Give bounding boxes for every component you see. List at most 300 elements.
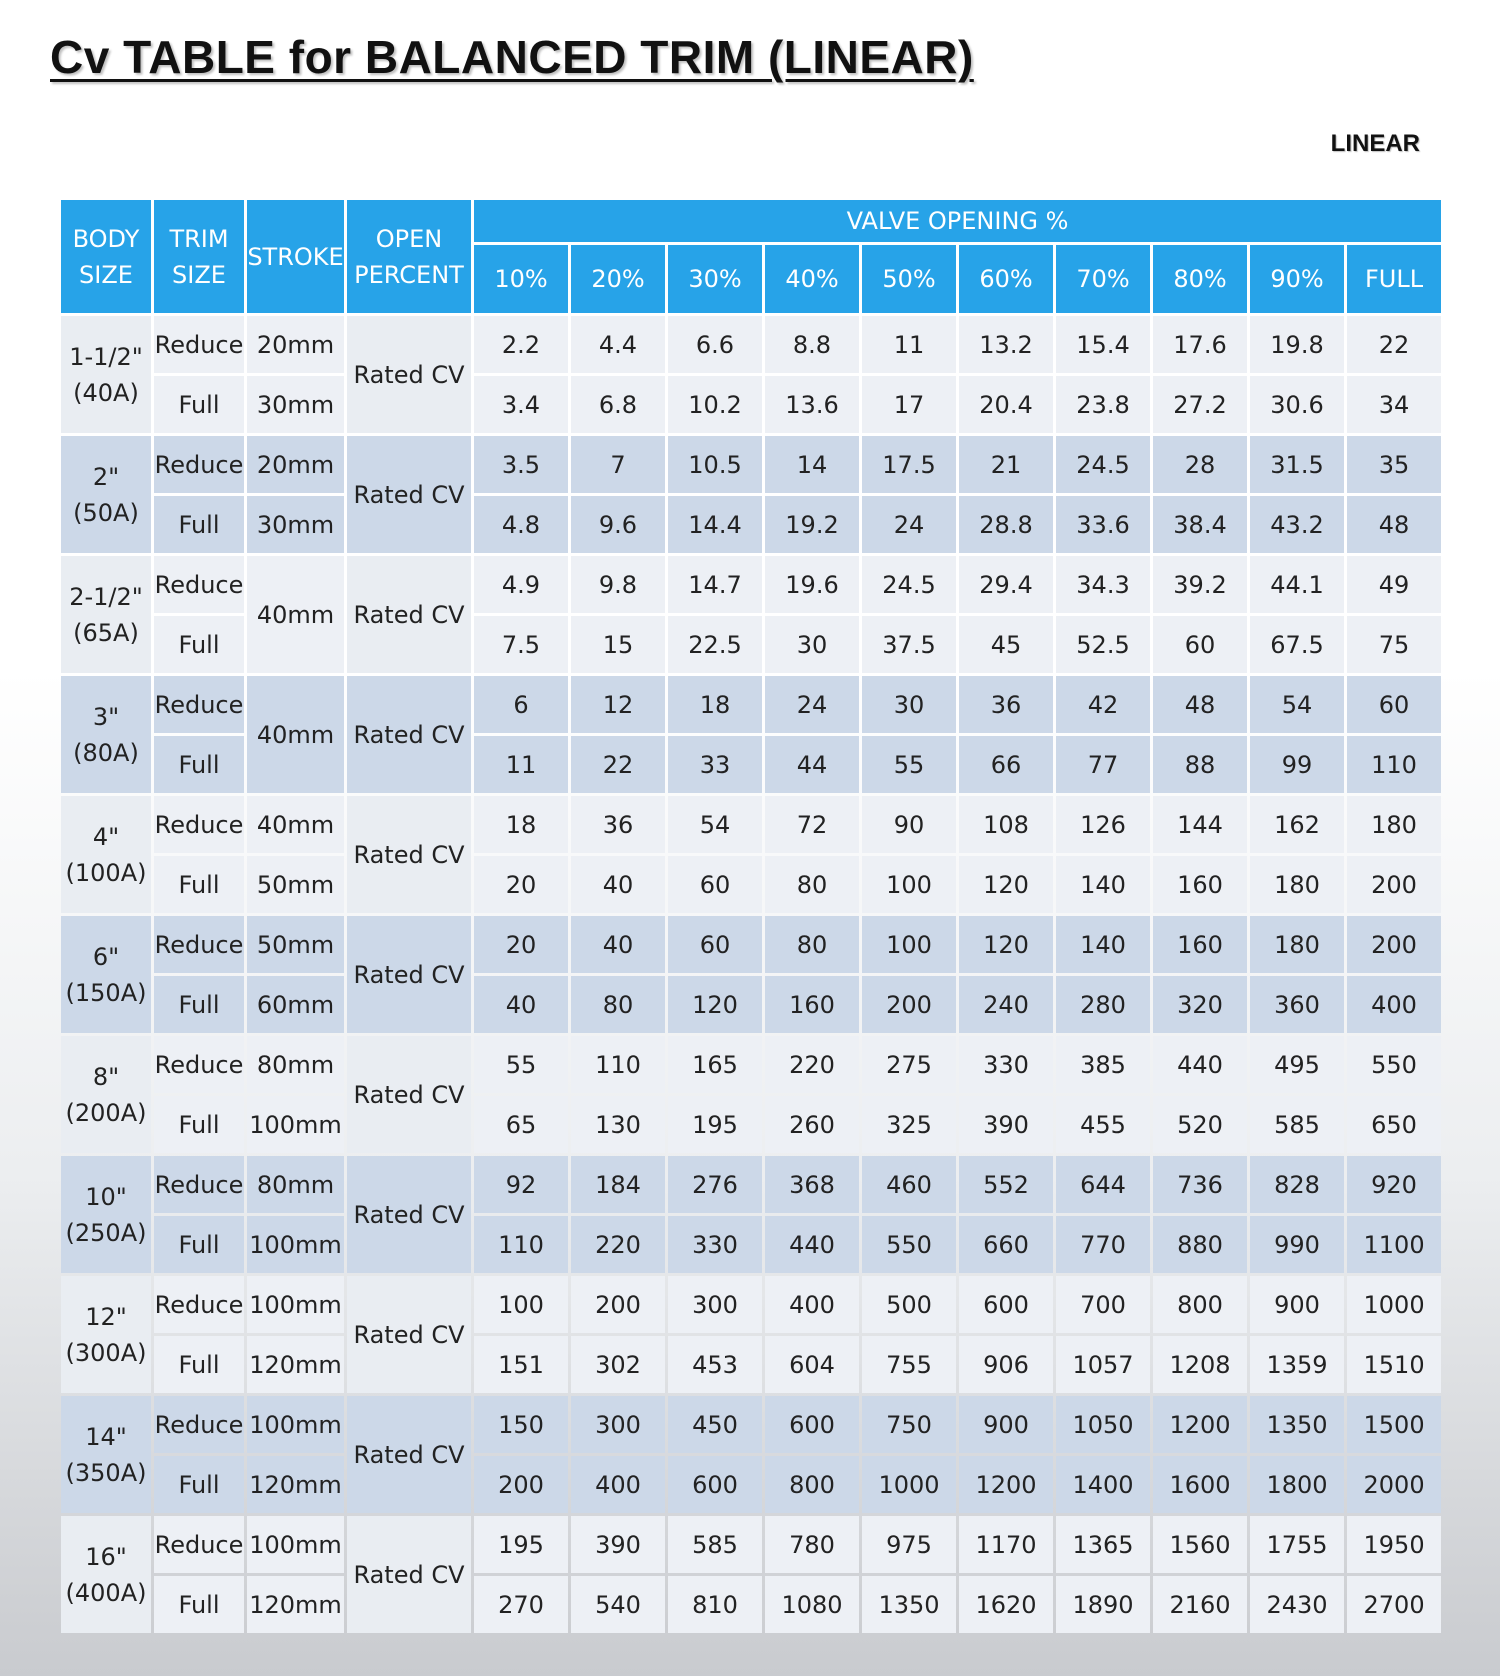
table-row (61, 976, 1441, 1033)
cv-value-cell: 2700 (1347, 1576, 1441, 1633)
cv-value-cell: 9.8 (571, 556, 665, 613)
cv-value-cell: 14 (765, 436, 859, 493)
cv-value-cell: 165 (668, 1036, 762, 1093)
open-percent-cell: Rated CV (347, 796, 471, 913)
cv-value-cell: 21 (959, 436, 1053, 493)
table-row (61, 556, 1441, 613)
cv-value-cell: 8.8 (765, 316, 859, 373)
cv-value-cell: 200 (571, 1276, 665, 1333)
cv-value-cell: 18 (668, 676, 762, 733)
cv-value-cell: 42 (1056, 676, 1150, 733)
cv-value-cell: 19.8 (1250, 316, 1344, 373)
cv-value-cell: 66 (959, 736, 1053, 793)
header-trim-size (154, 200, 244, 313)
body-size-line: (350A) (65, 1458, 147, 1487)
cv-value-cell: 280 (1056, 976, 1150, 1033)
header-body-size-line1: BODY (72, 224, 140, 253)
cv-value-cell: 200 (474, 1456, 568, 1513)
trim-size-cell: Full (154, 1216, 244, 1273)
cv-value-cell: 140 (1056, 856, 1150, 913)
trim-size-cell: Full (154, 1456, 244, 1513)
table-row (61, 676, 1441, 733)
body-size-cell (61, 1396, 151, 1513)
header-percent: 90% (1250, 245, 1344, 313)
cv-value-cell: 300 (571, 1396, 665, 1453)
cv-value-cell: 9.6 (571, 496, 665, 553)
cv-value-cell: 540 (571, 1576, 665, 1633)
cv-value-cell: 920 (1347, 1156, 1441, 1213)
cv-value-cell: 750 (862, 1396, 956, 1453)
cv-value-cell: 11 (474, 736, 568, 793)
cv-value-cell: 92 (474, 1156, 568, 1213)
size-group (61, 316, 1441, 433)
body-size-cell (61, 1276, 151, 1393)
cv-value-cell: 180 (1250, 856, 1344, 913)
cv-value-cell: 184 (571, 1156, 665, 1213)
body-size-line: 10" (85, 1182, 127, 1211)
cv-value-cell: 300 (668, 1276, 762, 1333)
stroke-cell: 120mm (247, 1456, 344, 1513)
cv-value-cell: 240 (959, 976, 1053, 1033)
table-row (61, 1276, 1441, 1333)
body-size-line: 2" (92, 462, 120, 491)
cv-value-cell: 1000 (862, 1456, 956, 1513)
cv-table (58, 197, 1444, 1636)
body-size-line: 2-1/2" (69, 582, 143, 611)
cv-value-cell: 585 (668, 1516, 762, 1573)
cv-value-cell: 162 (1250, 796, 1344, 853)
open-percent-cell: Rated CV (347, 916, 471, 1033)
cv-value-cell: 320 (1153, 976, 1247, 1033)
trim-size-cell: Full (154, 976, 244, 1033)
header-body-size (61, 200, 151, 313)
cv-value-cell: 2.2 (474, 316, 568, 373)
cv-value-cell: 20 (474, 916, 568, 973)
trim-size-cell: Reduce (154, 1276, 244, 1333)
cv-value-cell: 276 (668, 1156, 762, 1213)
body-size-line: 16" (85, 1542, 127, 1571)
cv-value-cell: 90 (862, 796, 956, 853)
cv-value-cell: 755 (862, 1336, 956, 1393)
cv-value-cell: 1560 (1153, 1516, 1247, 1573)
size-group (61, 556, 1441, 673)
cv-value-cell: 144 (1153, 796, 1247, 853)
cv-value-cell: 6 (474, 676, 568, 733)
cv-value-cell: 12 (571, 676, 665, 733)
table-row (61, 1396, 1441, 1453)
cv-value-cell: 1170 (959, 1516, 1053, 1573)
cv-value-cell: 260 (765, 1096, 859, 1153)
cv-value-cell: 4.9 (474, 556, 568, 613)
body-size-line: (300A) (65, 1338, 147, 1367)
cv-value-cell: 180 (1347, 796, 1441, 853)
open-percent-cell: Rated CV (347, 316, 471, 433)
cv-value-cell: 24.5 (862, 556, 956, 613)
cv-value-cell: 54 (1250, 676, 1344, 733)
cv-value-cell: 60 (668, 856, 762, 913)
header-percent: 20% (571, 245, 665, 313)
stroke-cell: 80mm (247, 1036, 344, 1093)
cv-value-cell: 1400 (1056, 1456, 1150, 1513)
cv-value-cell: 600 (959, 1276, 1053, 1333)
body-size-cell (61, 436, 151, 553)
size-group (61, 916, 1441, 1033)
cv-value-cell: 60 (668, 916, 762, 973)
body-size-line: 1-1/2" (69, 342, 143, 371)
header-trim-size-line2: SIZE (172, 260, 226, 289)
body-size-line: (50A) (73, 498, 139, 527)
cv-value-cell: 110 (571, 1036, 665, 1093)
cv-value-cell: 1365 (1056, 1516, 1150, 1573)
table-row (61, 1156, 1441, 1213)
body-size-cell (61, 1516, 151, 1633)
cv-value-cell: 1050 (1056, 1396, 1150, 1453)
cv-value-cell: 3.5 (474, 436, 568, 493)
cv-value-cell: 20.4 (959, 376, 1053, 433)
body-size-cell (61, 796, 151, 913)
cv-value-cell: 18 (474, 796, 568, 853)
trim-size-cell: Reduce (154, 556, 244, 613)
trim-size-cell: Full (154, 1336, 244, 1393)
stroke-cell: 40mm (247, 676, 344, 793)
cv-value-cell: 13.2 (959, 316, 1053, 373)
cv-value-cell: 270 (474, 1576, 568, 1633)
cv-value-cell: 275 (862, 1036, 956, 1093)
cv-value-cell: 604 (765, 1336, 859, 1393)
cv-value-cell: 455 (1056, 1096, 1150, 1153)
cv-value-cell: 55 (862, 736, 956, 793)
cv-value-cell: 34 (1347, 376, 1441, 433)
cv-value-cell: 1755 (1250, 1516, 1344, 1573)
table-row (61, 916, 1441, 973)
size-group (61, 436, 1441, 553)
cv-value-cell: 19.6 (765, 556, 859, 613)
table-row (61, 1216, 1441, 1273)
cv-value-cell: 40 (571, 856, 665, 913)
cv-value-cell: 1600 (1153, 1456, 1247, 1513)
cv-value-cell: 110 (1347, 736, 1441, 793)
cv-value-cell: 160 (1153, 916, 1247, 973)
cv-value-cell: 55 (474, 1036, 568, 1093)
cv-value-cell: 48 (1153, 676, 1247, 733)
cv-value-cell: 77 (1056, 736, 1150, 793)
cv-value-cell: 440 (1153, 1036, 1247, 1093)
trim-size-cell: Reduce (154, 1516, 244, 1573)
cv-value-cell: 23.8 (1056, 376, 1150, 433)
cv-value-cell: 6.6 (668, 316, 762, 373)
cv-value-cell: 60 (1347, 676, 1441, 733)
cv-value-cell: 200 (1347, 856, 1441, 913)
cv-value-cell: 2430 (1250, 1576, 1344, 1633)
cv-value-cell: 2000 (1347, 1456, 1441, 1513)
cv-value-cell: 975 (862, 1516, 956, 1573)
body-size-line: (150A) (65, 978, 147, 1007)
size-group (61, 1516, 1441, 1633)
cv-value-cell: 44 (765, 736, 859, 793)
trim-size-cell: Full (154, 1096, 244, 1153)
cv-value-cell: 24 (765, 676, 859, 733)
stroke-cell: 100mm (247, 1096, 344, 1153)
cv-value-cell: 220 (571, 1216, 665, 1273)
cv-value-cell: 6.8 (571, 376, 665, 433)
cv-value-cell: 810 (668, 1576, 762, 1633)
cv-value-cell: 24 (862, 496, 956, 553)
cv-value-cell: 37.5 (862, 616, 956, 673)
cv-value-cell: 40 (474, 976, 568, 1033)
cv-value-cell: 67.5 (1250, 616, 1344, 673)
cv-value-cell: 330 (668, 1216, 762, 1273)
cv-value-cell: 44.1 (1250, 556, 1344, 613)
header-open-percent (347, 200, 471, 313)
table-row (61, 1516, 1441, 1573)
cv-value-cell: 3.4 (474, 376, 568, 433)
open-percent-cell: Rated CV (347, 1516, 471, 1633)
trim-size-cell: Reduce (154, 316, 244, 373)
body-size-line: 6" (92, 942, 120, 971)
cv-value-cell: 1500 (1347, 1396, 1441, 1453)
cv-value-cell: 39.2 (1153, 556, 1247, 613)
cv-value-cell: 30.6 (1250, 376, 1344, 433)
cv-value-cell: 140 (1056, 916, 1150, 973)
table-row (61, 316, 1441, 373)
stroke-cell: 40mm (247, 556, 344, 673)
cv-value-cell: 650 (1347, 1096, 1441, 1153)
cv-value-cell: 900 (1250, 1276, 1344, 1333)
header-valve-opening: VALVE OPENING % (474, 200, 1441, 242)
cv-value-cell: 160 (1153, 856, 1247, 913)
cv-value-cell: 780 (765, 1516, 859, 1573)
cv-value-cell: 40 (571, 916, 665, 973)
cv-value-cell: 1890 (1056, 1576, 1150, 1633)
cv-value-cell: 990 (1250, 1216, 1344, 1273)
cv-value-cell: 550 (1347, 1036, 1441, 1093)
open-percent-cell: Rated CV (347, 1156, 471, 1273)
stroke-cell: 100mm (247, 1276, 344, 1333)
cv-value-cell: 585 (1250, 1096, 1344, 1153)
cv-value-cell: 52.5 (1056, 616, 1150, 673)
cv-value-cell: 75 (1347, 616, 1441, 673)
body-size-cell (61, 1156, 151, 1273)
cv-value-cell: 1359 (1250, 1336, 1344, 1393)
cv-value-cell: 2160 (1153, 1576, 1247, 1633)
body-size-cell (61, 916, 151, 1033)
header-trim-size-line1: TRIM (169, 224, 229, 253)
cv-value-cell: 38.4 (1153, 496, 1247, 553)
stroke-cell: 50mm (247, 916, 344, 973)
body-size-line: 8" (92, 1062, 120, 1091)
characteristic-label: LINEAR (1330, 130, 1420, 157)
cv-value-cell: 35 (1347, 436, 1441, 493)
cv-value-cell: 552 (959, 1156, 1053, 1213)
cv-value-cell: 390 (571, 1516, 665, 1573)
cv-value-cell: 330 (959, 1036, 1053, 1093)
cv-value-cell: 660 (959, 1216, 1053, 1273)
cv-value-cell: 30 (862, 676, 956, 733)
body-size-cell (61, 316, 151, 433)
cv-value-cell: 1950 (1347, 1516, 1441, 1573)
stroke-cell: 120mm (247, 1576, 344, 1633)
cv-value-cell: 34.3 (1056, 556, 1150, 613)
cv-value-cell: 108 (959, 796, 1053, 853)
trim-size-cell: Reduce (154, 796, 244, 853)
cv-value-cell: 495 (1250, 1036, 1344, 1093)
cv-value-cell: 80 (765, 916, 859, 973)
table-row (61, 1096, 1441, 1153)
cv-value-cell: 65 (474, 1096, 568, 1153)
trim-size-cell: Full (154, 1576, 244, 1633)
cv-value-cell: 100 (862, 916, 956, 973)
body-size-line: 4" (92, 822, 120, 851)
cv-value-cell: 130 (571, 1096, 665, 1153)
cv-value-cell: 17 (862, 376, 956, 433)
table-row (61, 496, 1441, 553)
trim-size-cell: Full (154, 616, 244, 673)
body-size-cell (61, 1036, 151, 1153)
open-percent-cell: Rated CV (347, 556, 471, 673)
cv-value-cell: 22 (571, 736, 665, 793)
table-row (61, 376, 1441, 433)
cv-value-cell: 736 (1153, 1156, 1247, 1213)
cv-value-cell: 60 (1153, 616, 1247, 673)
header-percent: 30% (668, 245, 762, 313)
header-percent: FULL (1347, 245, 1441, 313)
cv-value-cell: 126 (1056, 796, 1150, 853)
cv-value-cell: 150 (474, 1396, 568, 1453)
stroke-cell: 20mm (247, 436, 344, 493)
cv-value-cell: 7 (571, 436, 665, 493)
table-row (61, 1036, 1441, 1093)
cv-value-cell: 400 (1347, 976, 1441, 1033)
cv-value-cell: 400 (765, 1276, 859, 1333)
cv-value-cell: 120 (959, 856, 1053, 913)
cv-value-cell: 200 (862, 976, 956, 1033)
cv-value-cell: 368 (765, 1156, 859, 1213)
cv-value-cell: 7.5 (474, 616, 568, 673)
cv-value-cell: 700 (1056, 1276, 1150, 1333)
open-percent-cell: Rated CV (347, 1036, 471, 1153)
cv-value-cell: 120 (959, 916, 1053, 973)
cv-value-cell: 1200 (1153, 1396, 1247, 1453)
cv-value-cell: 1057 (1056, 1336, 1150, 1393)
cv-value-cell: 1208 (1153, 1336, 1247, 1393)
stroke-cell: 60mm (247, 976, 344, 1033)
cv-value-cell: 151 (474, 1336, 568, 1393)
cv-value-cell: 15.4 (1056, 316, 1150, 373)
cv-value-cell: 10.5 (668, 436, 762, 493)
cv-value-cell: 550 (862, 1216, 956, 1273)
cv-value-cell: 500 (862, 1276, 956, 1333)
cv-value-cell: 45 (959, 616, 1053, 673)
cv-value-cell: 460 (862, 1156, 956, 1213)
open-percent-cell: Rated CV (347, 1396, 471, 1513)
table-row (61, 856, 1441, 913)
cv-value-cell: 400 (571, 1456, 665, 1513)
page-title: Cv TABLE for BALANCED TRIM (LINEAR) (50, 31, 974, 83)
cv-value-cell: 390 (959, 1096, 1053, 1153)
header-body-size-line2: SIZE (79, 260, 133, 289)
table-row (61, 1576, 1441, 1633)
trim-size-cell: Reduce (154, 1156, 244, 1213)
header-open-percent-line1: OPEN (375, 224, 443, 253)
cv-value-cell: 828 (1250, 1156, 1344, 1213)
body-size-line: (250A) (65, 1218, 147, 1247)
cv-value-cell: 180 (1250, 916, 1344, 973)
size-group (61, 1036, 1441, 1153)
cv-value-cell: 644 (1056, 1156, 1150, 1213)
open-percent-cell: Rated CV (347, 676, 471, 793)
cv-value-cell: 80 (571, 976, 665, 1033)
body-size-line: (100A) (65, 858, 147, 887)
table-row (61, 796, 1441, 853)
header-percent: 10% (474, 245, 568, 313)
size-group (61, 796, 1441, 913)
size-group (61, 1156, 1441, 1273)
size-group (61, 1396, 1441, 1513)
cv-value-cell: 220 (765, 1036, 859, 1093)
cv-value-cell: 27.2 (1153, 376, 1247, 433)
cv-value-cell: 99 (1250, 736, 1344, 793)
body-size-line: 12" (85, 1302, 127, 1331)
size-group (61, 1276, 1441, 1393)
cv-value-cell: 520 (1153, 1096, 1247, 1153)
cv-value-cell: 72 (765, 796, 859, 853)
cv-value-cell: 1200 (959, 1456, 1053, 1513)
cv-value-cell: 54 (668, 796, 762, 853)
body-size-line: 3" (92, 702, 120, 731)
cv-value-cell: 30 (765, 616, 859, 673)
cv-value-cell: 770 (1056, 1216, 1150, 1273)
cv-value-cell: 17.5 (862, 436, 956, 493)
body-size-cell (61, 556, 151, 673)
body-size-line: (200A) (65, 1098, 147, 1127)
stroke-cell: 100mm (247, 1396, 344, 1453)
stroke-cell: 50mm (247, 856, 344, 913)
trim-size-cell: Reduce (154, 1036, 244, 1093)
table-row (61, 1336, 1441, 1393)
trim-size-cell: Full (154, 736, 244, 793)
size-group (61, 676, 1441, 793)
cv-value-cell: 880 (1153, 1216, 1247, 1273)
cv-value-cell: 800 (1153, 1276, 1247, 1333)
cv-value-cell: 80 (765, 856, 859, 913)
body-size-line: (400A) (65, 1578, 147, 1607)
cv-value-cell: 195 (474, 1516, 568, 1573)
header-percent: 50% (862, 245, 956, 313)
cv-value-cell: 385 (1056, 1036, 1150, 1093)
stroke-cell: 40mm (247, 796, 344, 853)
body-size-line: (65A) (73, 618, 139, 647)
cv-value-cell: 110 (474, 1216, 568, 1273)
trim-size-cell: Reduce (154, 916, 244, 973)
cv-value-cell: 17.6 (1153, 316, 1247, 373)
stroke-cell: 120mm (247, 1336, 344, 1393)
cv-value-cell: 440 (765, 1216, 859, 1273)
cv-value-cell: 906 (959, 1336, 1053, 1393)
cv-value-cell: 453 (668, 1336, 762, 1393)
body-size-line: 14" (85, 1422, 127, 1451)
body-size-cell (61, 676, 151, 793)
cv-value-cell: 88 (1153, 736, 1247, 793)
cv-value-cell: 1620 (959, 1576, 1053, 1633)
cv-value-cell: 1800 (1250, 1456, 1344, 1513)
cv-value-cell: 1350 (1250, 1396, 1344, 1453)
cv-value-cell: 1000 (1347, 1276, 1441, 1333)
cv-value-cell: 28 (1153, 436, 1247, 493)
cv-value-cell: 19.2 (765, 496, 859, 553)
cv-value-cell: 1510 (1347, 1336, 1441, 1393)
cv-value-cell: 10.2 (668, 376, 762, 433)
cv-value-cell: 360 (1250, 976, 1344, 1033)
